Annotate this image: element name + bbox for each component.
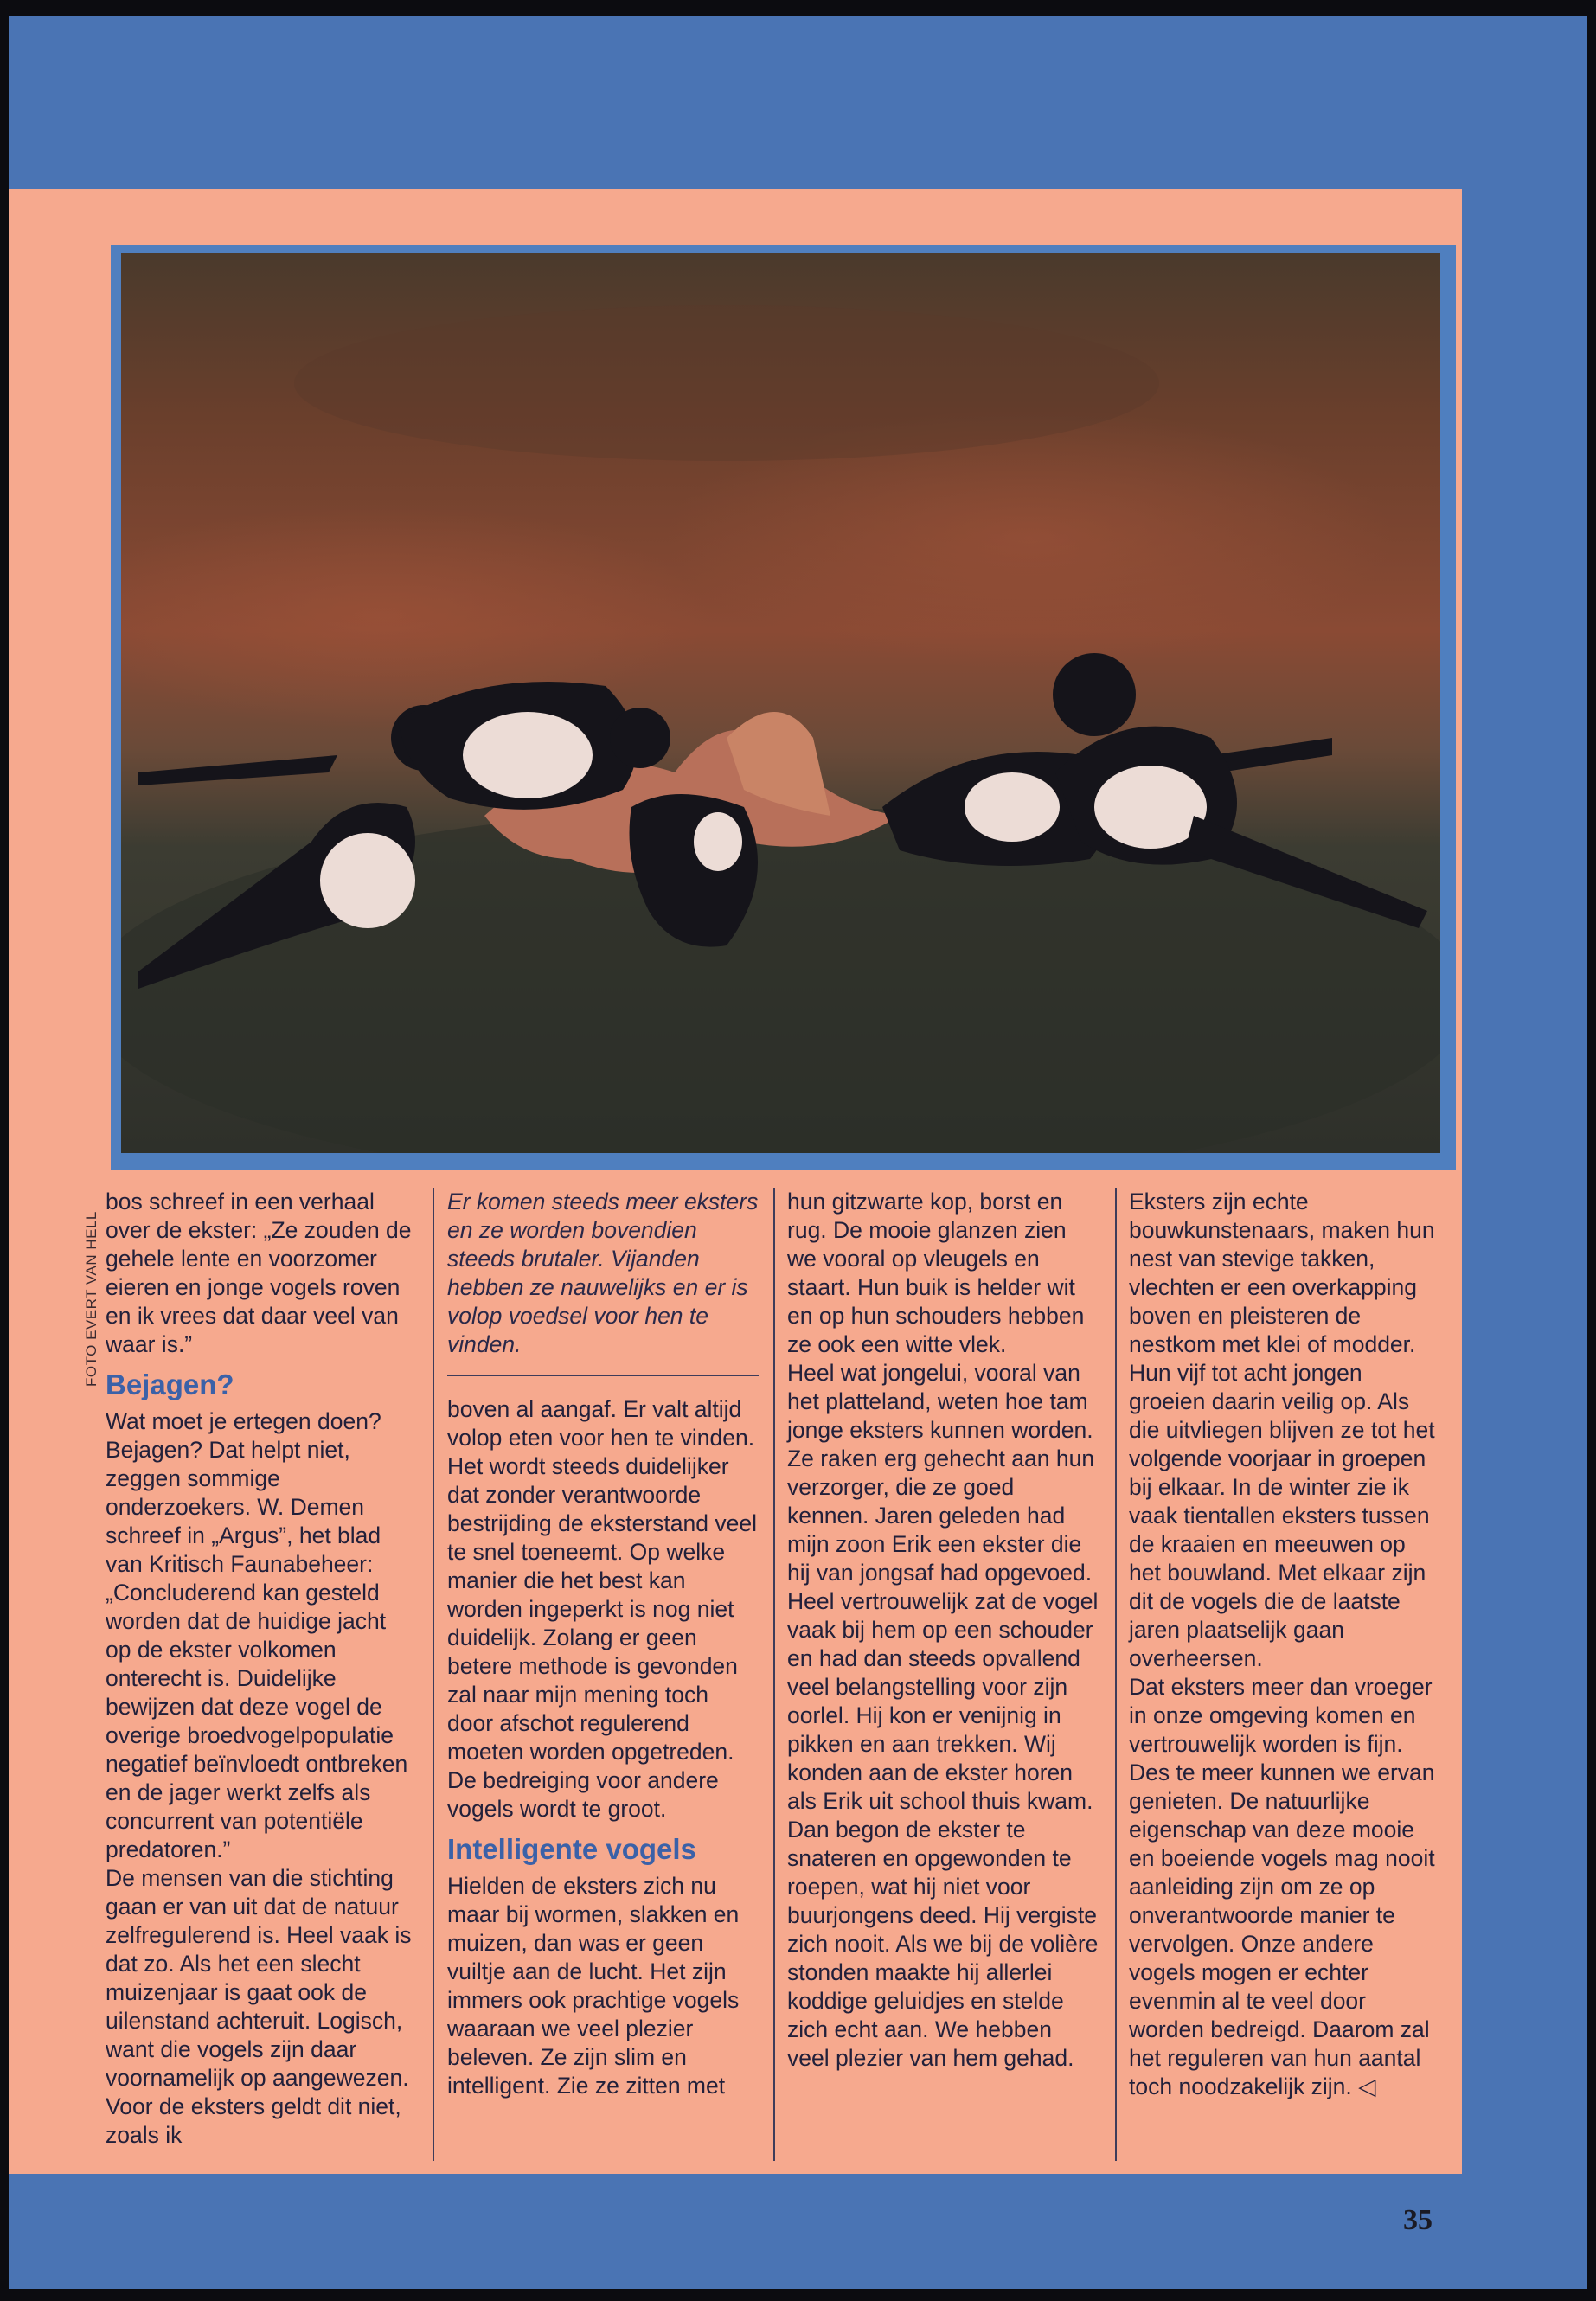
paragraph-kop: hun gitzwarte kop, borst en rug. De mooie glanzen zien we vooral op vleugels en staart. Hun buik is helder wit en op hun schouders hebben ze ook een witte vlek.	[787, 1189, 1085, 1357]
paragraph-bouwkunstenaars: Eksters zijn echte bouwkunstenaars, maken hun nest van stevige takken, vlechten er een overkapping boven en pleisteren de nestkom met klei of modder. Hun vijf tot acht jongen groeien daarin veilig op. Als die uitvliegen blijven ze tot het volgende voorjaar in groepen bij elkaar. In de winter zie ik vaak tientallen eksters tussen de kraaien en meeuwen op het bouwland. Met elkaar zijn dit de vogels die de laatste jaren plaatselijk gaan overheersen.	[1129, 1189, 1435, 1671]
paragraph-intro: bos schreef in een verhaal over de ekster: „Ze zouden de gehele lente en voorzomer eieren en jonge vogels roven en ik vrees dat daar veel van waar is.”	[106, 1189, 412, 1357]
column-divider	[433, 1188, 434, 2161]
article-column-1	[106, 1188, 417, 2150]
page-number: 35	[1403, 2204, 1433, 2236]
photo-frame	[111, 245, 1456, 1170]
magazine-page	[9, 16, 1587, 2289]
paragraph-jongelui: Heel wat jongelui, vooral van het platteland, weten hoe tam jonge eksters kunnen worden. Ze raken erg gehecht aan hun verzorger, die ze goed kennen. Jaren geleden had mijn zoon Erik een ekster die hij van jongsaf had opgevoed. Heel vertrouwelijk zat de vogel vaak bij hem op een schouder en had dan steeds opvallend veel belangstelling voor zijn oorlel. Hij kon er venijnig in pikken en aan trekken. Wij konden aan de ekster horen als Erik uit school thuis kwam. Dan begon de ekster te snateren en opgewonden te roepen, wat hij niet voor buurjongens deed. Hij vergiste zich nooit. Als we bij de volière stonden maakte hij allerlei koddige geluidjes en stelde zich echt aan. We hebben veel plezier van hem gehad.	[787, 1360, 1099, 2071]
photo-credit	[83, 1162, 104, 1387]
pull-quote-rule	[447, 1375, 759, 1376]
paragraph-intelligent: Hielden de eksters zich nu maar bij wormen, slakken en muizen, dan was er geen vuiltje aan de lucht. Het zijn immers ook prachtige vogels waaraan we veel plezier beleven. Ze zijn slim en intelligent. Zie ze zitten met	[447, 1873, 740, 2099]
magpies-photo	[121, 253, 1440, 1153]
article-column-3	[787, 1188, 1099, 2073]
paragraph-aangaf: boven al aangaf. Er valt altijd volop eten voor hen te vinden. Het wordt steeds duidelijker dat zonder verantwoorde bestrijding de eksterstand veel te snel toeneemt. Op welke manier die het best kan worden ingeperkt is nog niet duidelijk. Zolang er geen betere methode is gevonden zal naar mijn mening toch door afschot regulerend moeten worden opgetreden. De bedreiging voor andere vogels wordt te groot.	[447, 1396, 757, 1822]
magpies-illustration	[121, 253, 1440, 1153]
paragraph-stichting: De mensen van die stichting gaan er van uit dat de natuur zelfregulerend is. Heel vaak is dat zo. Als het een slecht muizenjaar is gaat ook de uilenstand achteruit. Logisch, want die vogels zijn daar voornamelijk op aangewezen. Voor de eksters geldt dit niet, zoals ik	[106, 1865, 412, 2148]
article-column-4	[1129, 1188, 1440, 2101]
paragraph-slot: Dat eksters meer dan vroeger in onze omgeving komen en vertrouwelijk worden is fijn. Des te meer kunnen we ervan genieten. De natuurlijke eigenschap van deze mooie en boeiende vogels mag nooit aanleiding zijn om ze op onverantwoorde manier te vervolgen. Onze andere vogels mogen er echter evenmin al te veel door worden bedreigd. Daarom zal het reguleren van hun aantal toch noodzakelijk zijn. ◁	[1129, 1674, 1435, 2099]
photo-credit-text: FOTO EVERT VAN HELL	[83, 1211, 99, 1387]
paragraph-bejagen: Wat moet je ertegen doen? Bejagen? Dat helpt niet, zeggen sommige onderzoekers. W. Demen schreef in „Argus”, het blad van Kritisch Faunabeheer: „Concluderend kan gesteld worden dat de huidige jacht op de ekster volkomen onterecht is. Duidelijke bewijzen dat deze vogel de overige broedvogelpopulatie negatief beïnvloedt ontbreken en de jager werkt zelfs als concurrent van potentiële predatoren.”	[106, 1408, 408, 1862]
article-column-2	[447, 1188, 759, 2100]
pull-quote: Er komen steeds meer eksters en ze worden bovendien steeds brutaler. Vijanden hebben ze nauwelijks en er is volop voedsel voor hen te vinden.	[447, 1189, 759, 1357]
column-divider	[773, 1188, 775, 2161]
subheading-intelligente-vogels: Intelligente vogels	[447, 1833, 696, 1865]
column-divider	[1115, 1188, 1117, 2161]
subheading-bejagen: Bejagen?	[106, 1368, 234, 1400]
